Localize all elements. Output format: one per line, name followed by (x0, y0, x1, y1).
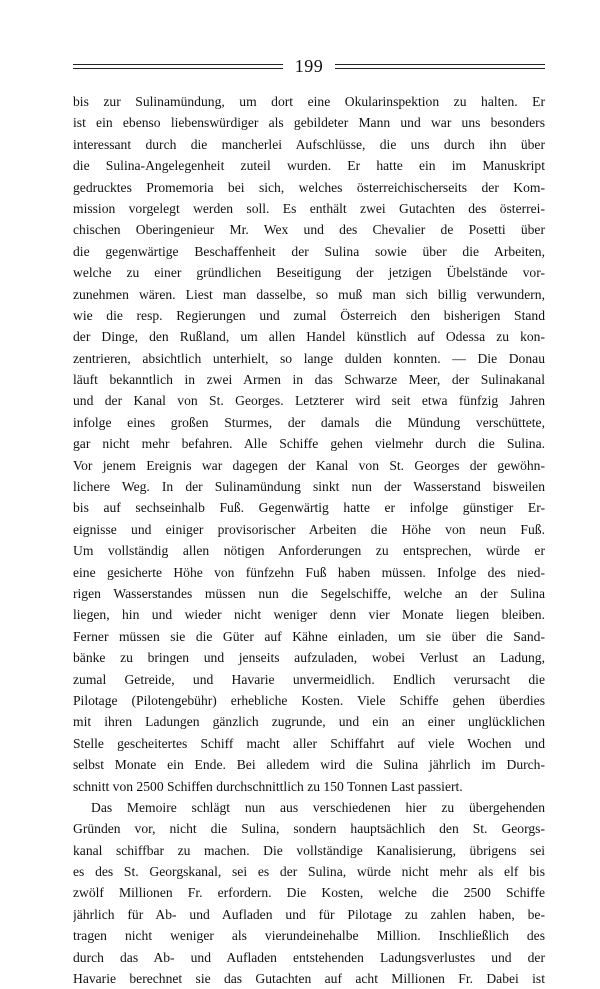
text-line: infolge eines großen Sturmes, der damals die Mündung verschüttete, (73, 414, 545, 430)
text-line: die gegenwärtige Beschaffenheit der Sulina sowie über die Arbeiten, (73, 243, 545, 259)
header-rule-right (335, 64, 545, 69)
text-line: jährlich für Ab- und Aufladen und für Pilotage zu zahlen haben, be- (73, 906, 545, 922)
text-line: ist ein ebenso liebenswürdiger als gebildeter Mann und war uns besonders (73, 115, 545, 131)
text-line: tragen nicht weniger als vierundeinehalbe Million. Inschließlich des (73, 928, 545, 944)
text-line: bis auf sechseinhalb Fuß. Gegenwärtig hatte er infolge günstiger Er- (73, 500, 545, 516)
text-line: lichere Weg. In der Sulinamündung sinkt nun der Wasserstand bisweilen (73, 479, 545, 495)
text-line: der Dinge, den Rußland, um allen Handel künstlich auf Odessa zu kon- (73, 329, 545, 345)
text-line: Um vollständig allen nötigen Anforderungen zu entsprechen, würde er (73, 543, 545, 559)
text-line: liegen, hin und wieder nicht weniger denn vier Monate liegen bleiben. (73, 607, 545, 623)
text-line: Ferner müssen sie die Güter auf Kähne einladen, um sie über die Sand- (73, 628, 545, 644)
text-line: mission vorgelegt werden soll. Es enthält zwei Gutachten des österrei- (73, 200, 545, 216)
text-line: gedrucktes Promemoria bei sich, welches österreichischerseits der Kom- (73, 179, 545, 195)
text-line: welche zu einer gründlichen Beseitigung der jetzigen Übelstände vor- (73, 265, 545, 281)
text-line: chischen Oberingenieur Mr. Wex und des Chevalier de Posetti über (73, 222, 545, 238)
page-number: 199 (294, 55, 324, 76)
text-line: bänke zu bringen und jenseits aufzuladen, wobei Verlust an Ladung, (73, 650, 545, 666)
text-line: Das Memoire schlägt nun aus verschiedenen hier zu übergehenden (91, 799, 545, 815)
text-line: interessant durch die mancherlei Aufschlüsse, die uns durch ihn über (73, 136, 545, 152)
text-line: Havarie berechnet sie das Gutachten auf acht Millionen Fr. Dabei ist (73, 971, 545, 987)
text-line: mit ihren Ladungen gänzlich zugrunde, und ein an einer unglücklichen (73, 714, 545, 730)
text-line: zwölf Millionen Fr. erfordern. Die Kosten, welche die 2500 Schiffe (73, 885, 545, 901)
text-line: zunehmen wären. Liest man dasselbe, so muß man sich billig verwundern, (73, 286, 545, 302)
text-line: schnitt von 2500 Schiffen durchschnittlich zu 150 Tonnen Last passiert. (73, 778, 463, 794)
text-line: läuft bekanntlich in zwei Armen in das Schwarze Meer, der Sulinakanal (73, 372, 545, 388)
text-line: zumal Getreide, und Havarie unvermeidlich. Endlich verursacht die (73, 671, 545, 687)
text-line: gar nicht mehr befahren. Alle Schiffe gehen vielmehr durch die Sulina. (73, 436, 545, 452)
text-line: Vor jenem Ereignis war dagegen der Kanal von St. Georges der gewöhn- (73, 457, 545, 473)
text-line: kanal schiffbar zu machen. Die vollständige Kanalisierung, übrigens sei (73, 842, 545, 858)
text-line: die Sulina-Angelegenheit zuteil wurden. Er hatte ein im Manuskript (73, 158, 545, 174)
text-line: Gründen vor, nicht die Sulina, sondern hauptsächlich den St. Georgs- (73, 821, 545, 837)
text-line: Stelle gescheitertes Schiff macht aller Schiffahrt auf viele Wochen und (73, 735, 545, 751)
text-line: eine gesicherte Höhe von fünfzehn Fuß haben müssen. Infolge des nied- (73, 564, 545, 580)
text-line: durch das Ab- und Aufladen entstehenden Ladungsverlustes und der (73, 949, 545, 965)
text-line: und der Kanal von St. Georges. Letzterer wird seit etwa fünfzig Jahren (73, 393, 545, 409)
text-line: eignisse und einiger provisorischer Arbeiten die Höhe von neun Fuß. (73, 521, 545, 537)
header-rule-left (73, 64, 283, 69)
body-text (73, 91, 545, 989)
text-line: bis zur Sulinamündung, um dort eine Okularinspektion zu halten. Er (73, 94, 545, 109)
text-line: rigen Wasserstandes müssen nun die Segelschiffe, welche an der Sulina (73, 585, 545, 601)
text-line: selbst Monate ein Ende. Bei alledem wird die Sulina jährlich im Durch- (73, 757, 545, 773)
text-line: wie die resp. Regierungen und zumal Österreich den bisherigen Stand (73, 307, 545, 323)
text-line: zentrieren, absichtlich unterhielt, so lange dulden konnten. — Die Donau (73, 350, 545, 366)
page-header (73, 54, 545, 78)
text-line: Pilotage (Pilotengebühr) erhebliche Kosten. Viele Schiffe gehen überdies (73, 692, 545, 708)
text-line: es des St. Georgskanal, sei es der Sulina, würde nicht mehr als elf bis (73, 864, 545, 880)
